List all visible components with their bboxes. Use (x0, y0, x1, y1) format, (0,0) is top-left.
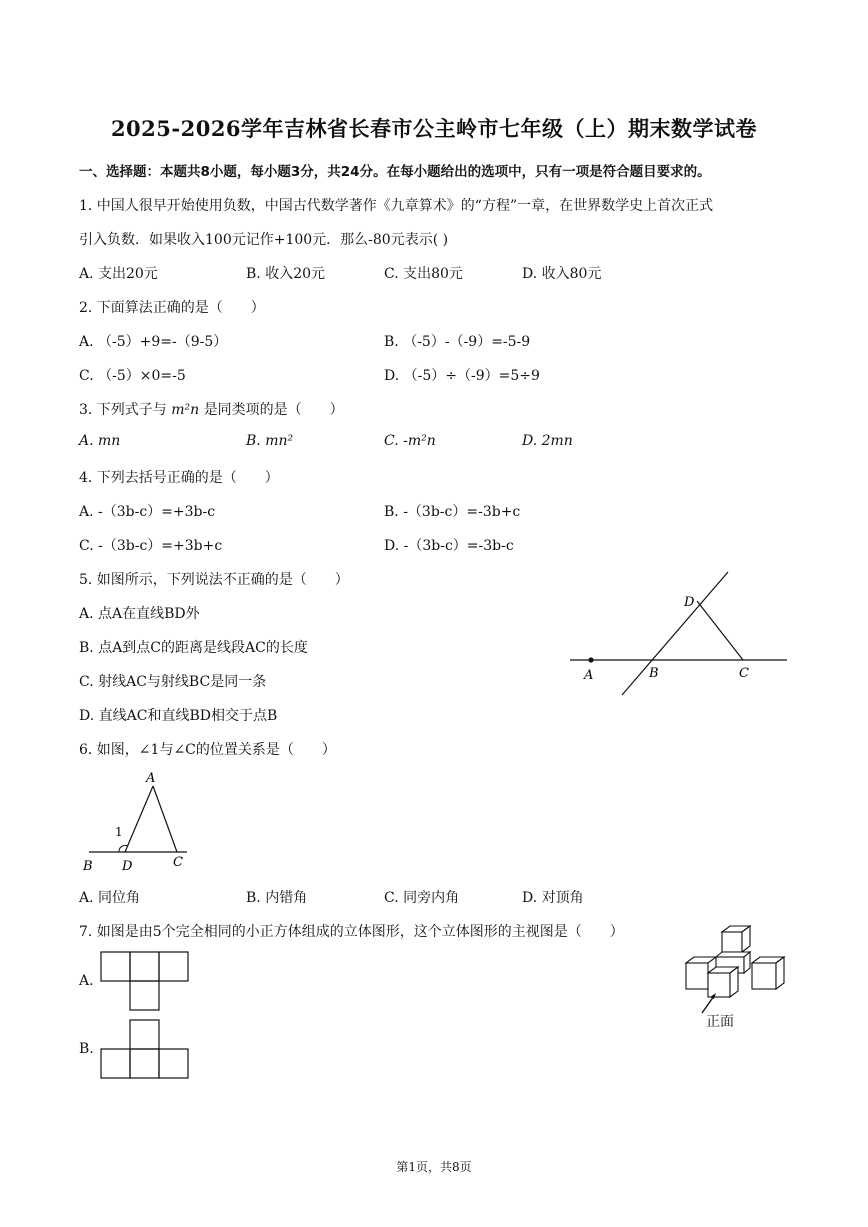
q7-option-a-label: A. (79, 973, 94, 989)
q3-option-c: C. -m²n (384, 433, 436, 449)
q4-option-c: C. -（3b-c）=+3b+c (79, 538, 223, 554)
square (159, 952, 188, 981)
label-angle-1: 1 (115, 825, 123, 839)
q7-option-b-label: B. (79, 1041, 94, 1057)
cube-face (776, 957, 784, 989)
q6-option-d: D. 对顶角 (522, 890, 584, 906)
q4-option-a: A. -（3b-c）=+3b-c (79, 504, 216, 520)
label-b: B (649, 666, 659, 681)
q3-option-d: D. 2mn (522, 433, 573, 449)
q1-stem-line1: 1. 中国人很早开始使用负数，中国古代数学著作《九章算术》的“方程”一章，在世界数学史上首次正式 (79, 198, 714, 214)
page-footer: 第1页，共8页 (396, 1160, 472, 1174)
square (130, 952, 159, 981)
cube-face (686, 957, 716, 963)
q3-stem-term: m²n (171, 402, 200, 418)
q5-option-c: C. 射线AC与射线BC是同一条 (79, 674, 267, 690)
q4-stem: 4. 下列去括号正确的是（ ） (79, 470, 279, 486)
cube-face (708, 973, 730, 997)
q7-option-a-figure (100, 951, 192, 1013)
point-a (588, 657, 593, 662)
q2-option-c: C. （-5）×0=-5 (79, 368, 186, 384)
cube-face (686, 963, 708, 989)
label-d: D (684, 595, 695, 610)
q2-option-b: B. （-5）-（-9）=-5-9 (384, 334, 531, 350)
q2-option-d: D. （-5）÷（-9）=5÷9 (384, 368, 540, 384)
cube-face (752, 963, 776, 989)
q1-option-b: B. 收入20元 (246, 266, 326, 282)
q1-stem-line2: 引入负数．如果收入100元记作+100元．那么-80元表示( ) (79, 232, 449, 248)
q7-stem: 7. 如图是由5个完全相同的小正方体组成的立体图形，这个立体图形的主视图是（ ） (79, 924, 624, 940)
q1-option-a: A. 支出20元 (79, 266, 158, 282)
q6-stem: 6. 如图，∠1与∠C的位置关系是（ ） (79, 742, 336, 758)
label-a: A (584, 668, 594, 683)
label-c: C (739, 666, 749, 681)
front-label: 正面 (706, 1014, 734, 1030)
segment-ac (153, 786, 177, 852)
label-d: D (122, 859, 133, 874)
label-c: C (173, 855, 183, 870)
square (130, 981, 159, 1010)
segment-dc (697, 601, 743, 660)
square (159, 1049, 188, 1078)
square (101, 1049, 130, 1078)
q6-option-b: B. 内错角 (246, 890, 308, 906)
q3-stem (79, 399, 344, 419)
q2-stem: 2. 下面算法正确的是（ ） (79, 300, 265, 316)
q1-option-d: D. 收入80元 (522, 266, 602, 282)
page-title: 2025-2026学年吉林省长春市公主岭市七年级（上）期末数学试卷 (110, 116, 758, 141)
square (130, 1049, 159, 1078)
q4-option-d: D. -（3b-c）=-3b-c (384, 538, 514, 554)
q5-option-a: A. 点A在直线BD外 (79, 606, 200, 622)
cube-face (722, 932, 742, 952)
q3-option-b: B. mn² (246, 433, 294, 449)
square (130, 1020, 159, 1049)
q2-option-a: A. （-5）+9=-（9-5） (79, 334, 228, 350)
segment-da (125, 786, 153, 852)
square (101, 952, 130, 981)
q5-stem: 5. 如图所示，下列说法不正确的是（ ） (79, 572, 349, 588)
label-b: B (83, 859, 93, 874)
q3-stem-suffix: 是同类项的是（ ） (199, 402, 344, 418)
line-bd (622, 572, 728, 695)
q7-cube-figure (682, 925, 792, 1033)
section-heading: 一、选择题：本题共8小题，每小题3分，共24分。在每小题给出的选项中，只有一项是符合题目要求的。 (79, 164, 711, 180)
cube-face (730, 967, 738, 997)
q6-option-a: A. 同位角 (79, 890, 141, 906)
q1-option-c: C. 支出80元 (384, 266, 463, 282)
q5-option-b: B. 点A到点C的距离是线段AC的长度 (79, 640, 308, 656)
q5-figure (565, 565, 795, 705)
q3-stem-prefix: 3. 下列式子与 (79, 402, 172, 418)
q6-figure (78, 766, 198, 876)
q6-option-c: C. 同旁内角 (384, 890, 460, 906)
q5-option-d: D. 直线AC和直线BD相交于点B (79, 708, 278, 724)
q7-option-b-figure (100, 1019, 192, 1081)
q4-option-b: B. -（3b-c）=-3b+c (384, 504, 521, 520)
label-a: A (146, 771, 156, 786)
q3-option-a: A. mn (79, 433, 121, 449)
